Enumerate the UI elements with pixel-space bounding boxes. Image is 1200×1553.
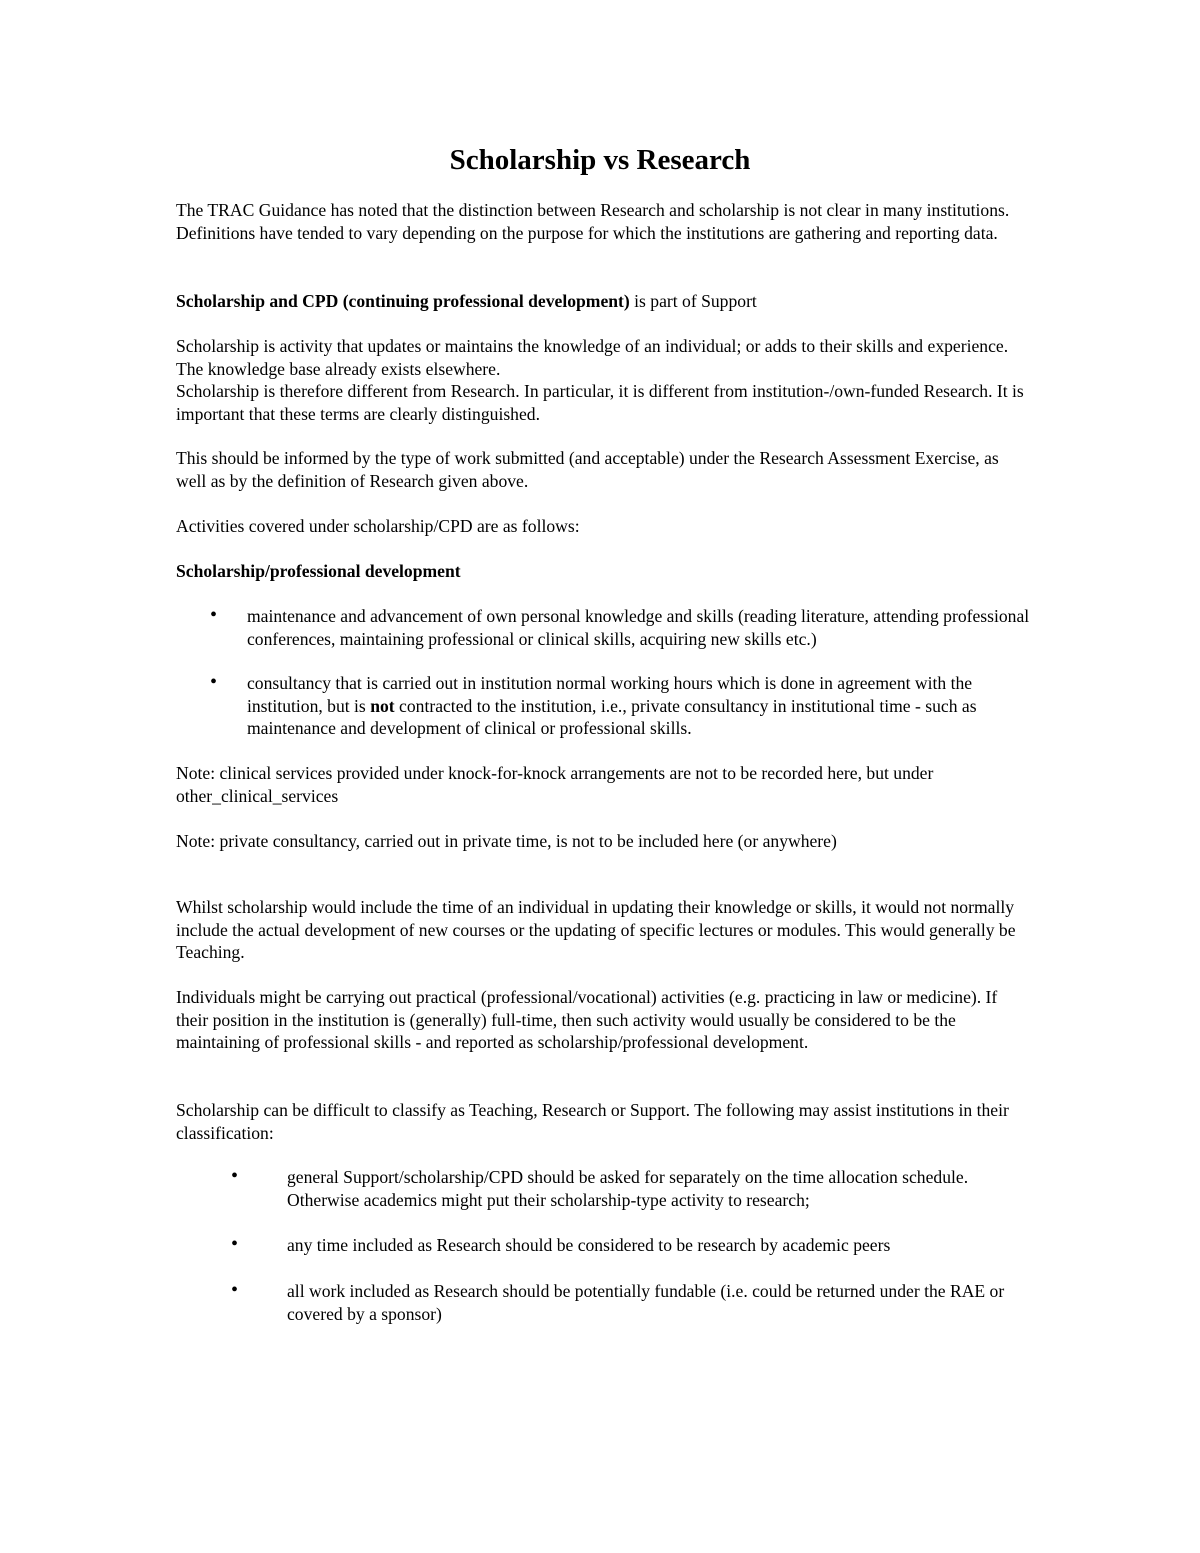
list-item-text: consultancy that is carried out in institution normal working hours which is done in agreement with the institution, but is: [247, 673, 973, 716]
definition-paragraph-1: Scholarship is activity that updates or maintains the knowledge of an individual; or adds to their skills and experience. The knowledge base already exists elsewhere.: [176, 336, 1009, 379]
note-clinical-services: Note: clinical services provided under knock-for-knock arrangements are not to be recorded here, but under other_clinical_services: [176, 763, 934, 806]
activities-intro: Activities covered under scholarship/CPD are as follows:: [176, 516, 580, 536]
whilst-paragraph: Whilst scholarship would include the time of an individual in updating their knowledge or skills, it would not normally include the actual development of new courses or the updating of specific lectures or modules. This would generally be Teaching.: [176, 897, 1016, 962]
cpd-statement: [176, 290, 1032, 313]
classify-paragraph: Scholarship can be difficult to classify as Teaching, Research or Support. The following may assist institutions in their classification:: [176, 1100, 1009, 1143]
list-item: general Support/scholarship/CPD should be asked for separately on the time allocation schedule. Otherwise academics might put their scholarship-type activity to research;: [287, 1167, 969, 1210]
individuals-paragraph: Individuals might be carrying out practical (professional/vocational) activities (e.g. practicing in law or medicine). If their position in the institution is (generally) full-time, then such activity would usually be considered to be the maintaining of professional skills - and reported as scholarship/professional development.: [176, 987, 998, 1052]
list-item: any time included as Research should be considered to be research by academic peers: [287, 1235, 891, 1255]
cpd-bold-label: Scholarship and CPD (continuing professional development): [176, 291, 630, 311]
cpd-rest: is part of Support: [629, 291, 757, 311]
intro-paragraph: The TRAC Guidance has noted that the distinction between Research and scholarship is not clear in many institutions. Definitions have tended to vary depending on the purpose for which the institutions are gathering and reporting data.: [176, 200, 1010, 243]
list-item-text: contracted to the institution, i.e., private consultancy in institutional time - such as maintenance and development of clinical or professional skills.: [247, 695, 977, 738]
bullet-icon: •: [231, 1165, 239, 1187]
bullet-icon: •: [231, 1233, 239, 1255]
emphasis-not: not: [370, 695, 395, 716]
list-item: [247, 672, 1037, 740]
bullet-icon: •: [210, 671, 218, 693]
definition-paragraph-2: Scholarship is therefore different from Research. In particular, it is different from institution-/own-funded Research. It is important that these terms are clearly distinguished.: [176, 381, 1024, 424]
bullet-icon: •: [210, 604, 218, 626]
subheading-scholarship: Scholarship/professional development: [176, 561, 461, 581]
list-item: maintenance and advancement of own personal knowledge and skills (reading literature, attending professional conferences, maintaining professional or clinical skills, acquiring new skills etc.): [247, 606, 1030, 649]
list-item: all work included as Research should be potentially fundable (i.e. could be returned under the RAE or covered by a sponsor): [287, 1281, 1005, 1324]
page-title: Scholarship vs Research: [449, 144, 751, 176]
bullet-icon: •: [231, 1279, 239, 1301]
note-private-consultancy: Note: private consultancy, carried out in private time, is not to be included here (or anywhere): [176, 831, 837, 851]
informed-paragraph: This should be informed by the type of work submitted (and acceptable) under the Research Assessment Exercise, as well as by the definition of Research given above.: [176, 448, 999, 491]
